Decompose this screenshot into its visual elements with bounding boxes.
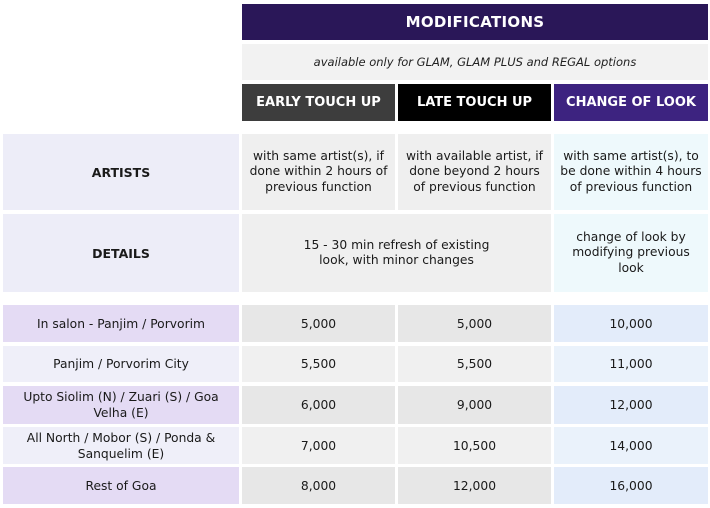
column-header-change-of-look: CHANGE OF LOOK (554, 84, 708, 121)
price-change-cell: 16,000 (554, 467, 708, 504)
artists-change-cell: with same artist(s), to be done within 4 hours of previous function (554, 134, 708, 210)
price-late-cell: 9,000 (398, 386, 551, 424)
details-change-cell: change of look by modifying previous look (554, 214, 708, 292)
price-change-cell: 14,000 (554, 427, 708, 464)
location-label: Rest of Goa (3, 467, 239, 504)
location-label: Upto Siolim (N) / Zuari (S) / Goa Velha (E) (3, 386, 239, 424)
location-label: Panjim / Porvorim City (3, 346, 239, 382)
artists-early-cell: with same artist(s), if done within 2 hours of previous function (242, 134, 395, 210)
price-early-cell: 5,000 (242, 305, 395, 342)
column-header-late-touch-up: LATE TOUCH UP (398, 84, 551, 121)
location-label: All North / Mobor (S) / Ponda & Sanquelim (E) (3, 427, 239, 464)
details-touch-up-cell: 15 - 30 min refresh of existing look, with minor changes (242, 214, 551, 292)
price-early-cell: 8,000 (242, 467, 395, 504)
price-late-cell: 12,000 (398, 467, 551, 504)
price-late-cell: 10,500 (398, 427, 551, 464)
price-early-cell: 5,500 (242, 346, 395, 382)
price-change-cell: 12,000 (554, 386, 708, 424)
price-late-cell: 5,500 (398, 346, 551, 382)
price-change-cell: 11,000 (554, 346, 708, 382)
price-late-cell: 5,000 (398, 305, 551, 342)
column-header-early-touch-up: EARLY TOUCH UP (242, 84, 395, 121)
row-label-details: DETAILS (3, 214, 239, 292)
price-early-cell: 6,000 (242, 386, 395, 424)
price-early-cell: 7,000 (242, 427, 395, 464)
row-label-artists: ARTISTS (3, 134, 239, 210)
table-title: MODIFICATIONS (242, 4, 708, 40)
price-change-cell: 10,000 (554, 305, 708, 342)
location-label: In salon - Panjim / Porvorim (3, 305, 239, 342)
artists-late-cell: with available artist, if done beyond 2 hours of previous function (398, 134, 551, 210)
table-subtitle: available only for GLAM, GLAM PLUS and REGAL options (242, 44, 708, 80)
